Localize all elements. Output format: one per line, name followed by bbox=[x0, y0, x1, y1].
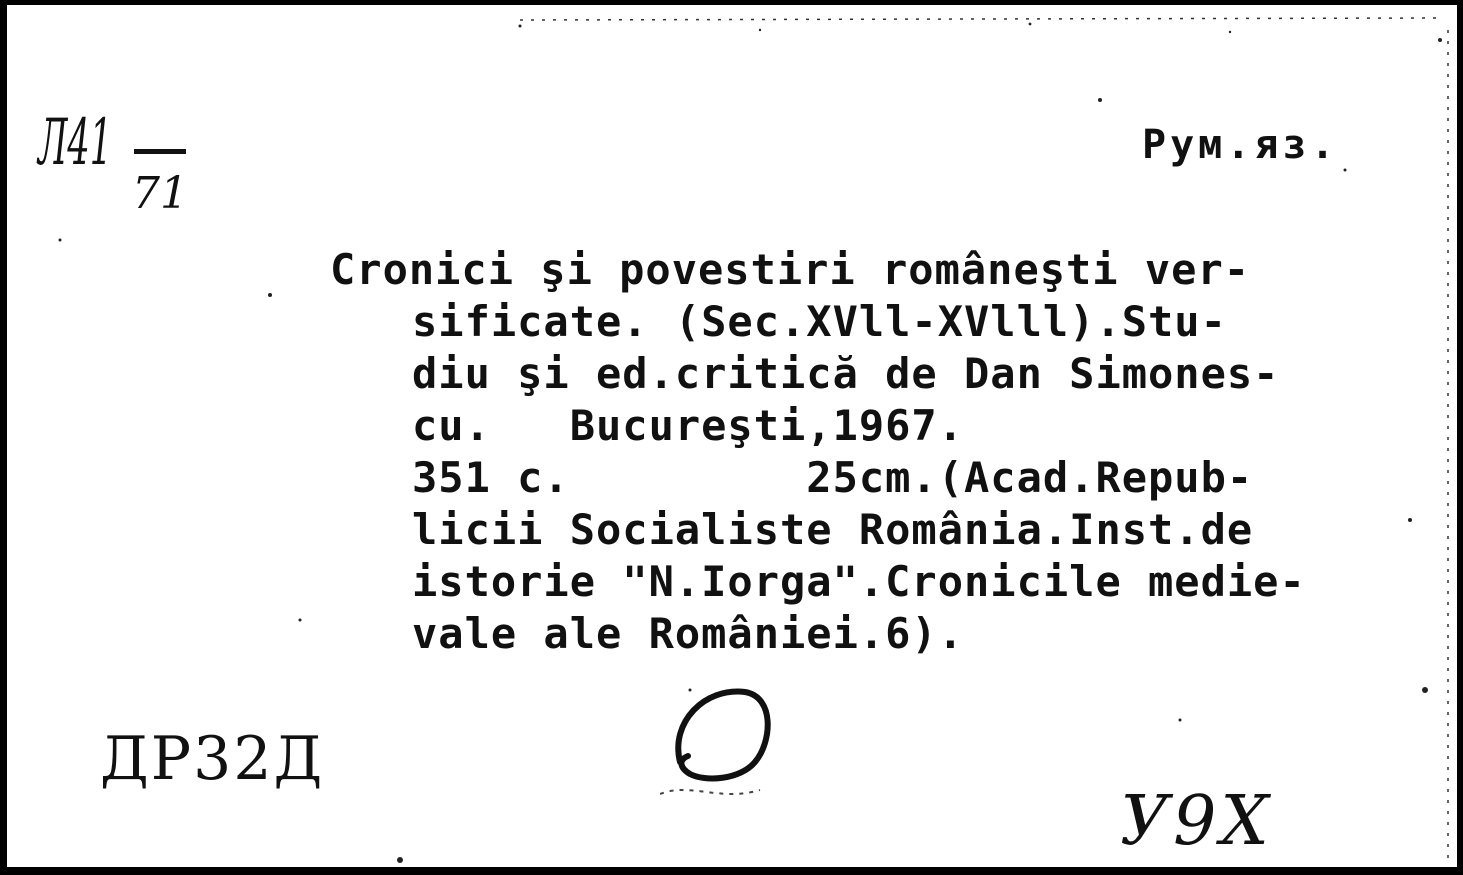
entry-line: vale ale României.6). bbox=[412, 609, 965, 658]
entry-line: diu şi ed.critică de Dan Simones- bbox=[412, 349, 1280, 398]
shelf-mark-top: Л41 bbox=[38, 106, 113, 180]
entry-line: cu. Bucureşti,1967. bbox=[412, 401, 965, 450]
entry-line: licii Socialiste România.Inst.de bbox=[412, 505, 1254, 554]
card-border-left bbox=[0, 0, 7, 875]
card-border-top bbox=[0, 0, 1463, 5]
entry-line: istorie "N.Iorga".Cronicile medie- bbox=[412, 557, 1306, 606]
card-border-bottom bbox=[0, 867, 1463, 875]
circle-mark bbox=[660, 682, 790, 812]
shelf-mark-bottom: 71 bbox=[132, 168, 188, 219]
language-label: Рум.яз. bbox=[1142, 122, 1339, 168]
card-border-right bbox=[1457, 0, 1463, 875]
entry-line: sificate. (Sec.XVll-XVlll).Stu- bbox=[412, 297, 1227, 346]
entry-line: Cronici şi povestiri româneşti ver- bbox=[330, 245, 1251, 294]
inventory-mark: ДР32Д bbox=[100, 724, 325, 794]
location-mark: У9Х bbox=[1120, 782, 1273, 861]
shelf-mark-fraction-bar bbox=[134, 149, 186, 154]
entry-line: 351 c. 25cm.(Acad.Repub- bbox=[412, 453, 1254, 502]
